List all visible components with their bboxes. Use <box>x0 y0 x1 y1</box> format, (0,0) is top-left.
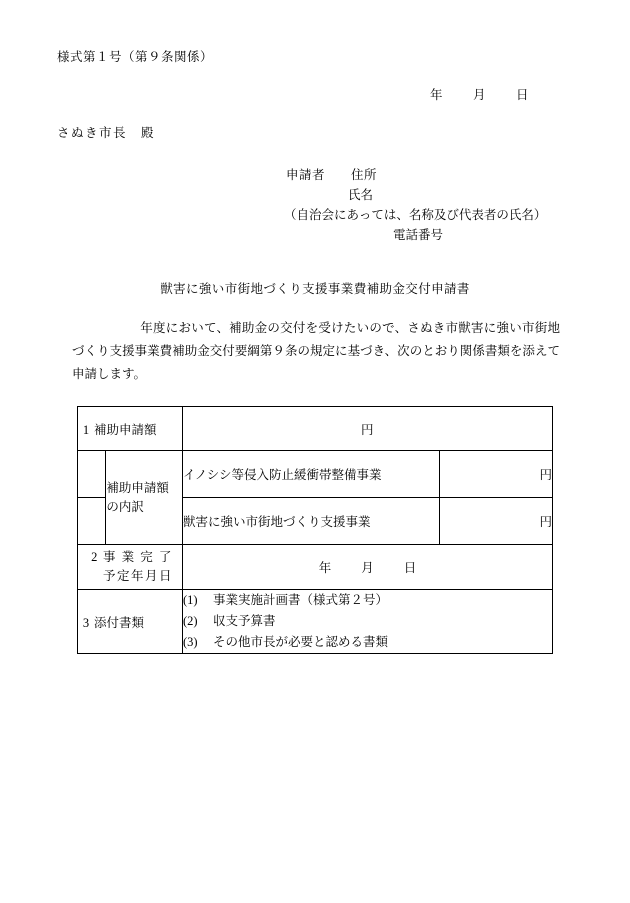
attachment-list <box>183 590 553 654</box>
list-item <box>183 611 552 632</box>
breakdown-label-line2: の内訳 <box>106 499 144 514</box>
date-day-label: 日 <box>516 88 530 102</box>
row2-label-cell <box>78 545 183 590</box>
list-item <box>183 590 552 611</box>
date-line <box>430 85 529 103</box>
row2-label-line1: 事 業 完 了 <box>103 550 173 564</box>
breakdown-spacer-cell <box>78 498 106 545</box>
applicant-address-label: 申請者 住所 <box>286 168 378 182</box>
attachment-text: その他市長が必要と認める書類 <box>213 635 389 649</box>
row2-year-label: 年 <box>318 561 332 575</box>
table-row <box>78 590 553 654</box>
attachment-text: 収支予算書 <box>213 614 276 628</box>
applicant-note: （自治会にあっては、名称及び代表者の氏名） <box>284 208 547 222</box>
breakdown-label-line1: 補助申請額 <box>106 480 169 495</box>
row1-unit: 円 <box>360 422 374 437</box>
row1-label: 補助申請額 <box>94 422 157 437</box>
row3-label-cell <box>78 590 183 654</box>
attachment-index: (3) <box>183 635 198 649</box>
table-row <box>78 451 553 498</box>
addressee: さぬき市長 殿 <box>57 126 156 140</box>
row2-label-line2: 予定年月日 <box>102 569 173 583</box>
row1-number: 1 <box>82 422 90 437</box>
breakdown-item-name: 獣害に強い市街地づくり支援事業 <box>183 498 440 545</box>
row3-number: 3 <box>82 615 90 630</box>
attachment-index: (2) <box>183 614 198 628</box>
applicant-phone-label: 電話番号 <box>393 228 444 242</box>
attachment-text: 事業実施計画書（様式第２号） <box>213 593 389 607</box>
breakdown-label-cell <box>106 451 183 545</box>
row2-month-label: 月 <box>361 561 374 575</box>
row2-value-cell[interactable] <box>183 545 553 590</box>
row2-number: 2 <box>91 550 99 564</box>
form-number: 様式第１号（第９条関係） <box>57 50 214 64</box>
row1-label-cell <box>78 407 183 451</box>
row1-value-cell[interactable] <box>183 407 553 451</box>
page-title: 獣害に強い市街地づくり支援事業費補助金交付申請書 <box>160 282 470 296</box>
breakdown-item-name: イノシシ等侵入防止緩衝帯整備事業 <box>183 451 440 498</box>
row2-day-label: 日 <box>403 561 417 575</box>
body-paragraph <box>72 317 560 386</box>
applicant-block <box>286 165 546 245</box>
applicant-name-label: 氏名 <box>348 188 374 202</box>
breakdown-item-unit[interactable]: 円 <box>440 451 553 498</box>
body-text: 年度において、補助金の交付を受けたいので、さぬき市獣害に強い市街地づくり支援事業費補助金交付要綱第９条の規定に基づき、次のとおり関係書類を添えて申請します。 <box>72 321 560 381</box>
attachment-index: (1) <box>183 593 198 607</box>
table-row <box>78 407 553 451</box>
list-item <box>183 632 552 653</box>
date-month-label: 月 <box>473 88 487 102</box>
table-row <box>78 545 553 590</box>
application-table <box>77 406 553 654</box>
breakdown-spacer-cell <box>78 451 106 498</box>
row3-label: 添付書類 <box>94 615 145 630</box>
breakdown-item-unit[interactable]: 円 <box>440 498 553 545</box>
date-year-label: 年 <box>430 88 444 102</box>
